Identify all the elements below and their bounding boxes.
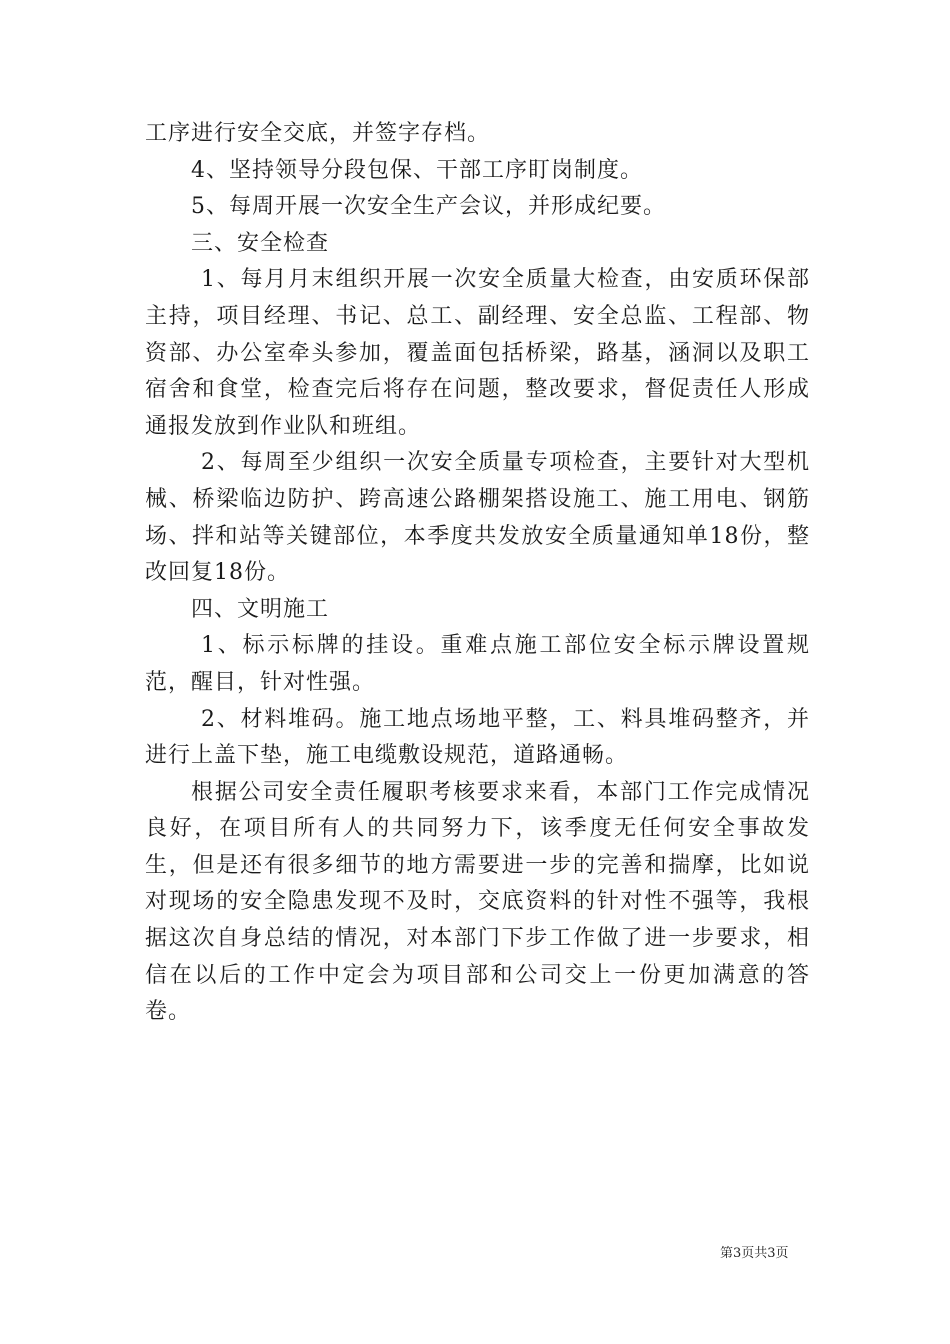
page-number: 第3页共3页 (720, 1246, 789, 1261)
paragraph-inspection-1: 1、每月月末组织开展一次安全质量大检查，由安质环保部主持，项目经理、书记、总工、副经理、安全总监、工程部、物资部、办公室牵头参加，覆盖面包括桥梁，路基，涵洞以及职工宿舍和食堂，检查完后将存在问题，整改要求，督促责任人形成通报发放到作业队和班组。 (145, 267, 810, 439)
paragraph-inspection-2: 2、每周至少组织一次安全质量专项检查，主要针对大型机械、桥梁临边防护、跨高速公路棚架搭设施工、施工用电、钢筋场、拌和站等关键部位，本季度共发放安全质量通知单18份，整改回复18份。 (145, 450, 810, 586)
paragraph-construction-2: 2、材料堆码。施工地点场地平整，工、料具堆码整齐，并进行上盖下垫，施工电缆敷设规范，道路通畅。 (145, 706, 810, 769)
paragraph-item-5: 5、每周开展一次安全生产会议，并形成纪要。 (191, 194, 666, 220)
section-heading-civilized-construction: 四、文明施工 (191, 596, 330, 622)
paragraph-conclusion: 根据公司安全责任履职考核要求来看，本部门工作完成情况良好，在项目所有人的共同努力下，该季度无任何安全事故发生，但是还有很多细节的地方需要进一步的完善和揣摩，比如说对现场的安全隐患发现不及时，交底资料的针对性不强等，我根据这次自身总结的情况，对本部门下步工作做了进一步要求，相信在以后的工作中定会为项目部和公司交上一份更加满意的答卷。 (145, 779, 810, 1025)
document-body (145, 116, 810, 1031)
section-heading-safety-inspection: 三、安全检查 (191, 230, 330, 256)
paragraph-construction-1: 1、标示标牌的挂设。重难点施工部位安全标示牌设置规范，醒目，针对性强。 (145, 633, 810, 695)
paragraph-item-4: 4、坚持领导分段包保、干部工序盯岗制度。 (191, 157, 643, 183)
paragraph-continuation: 工序进行安全交底，并签字存档。 (145, 121, 491, 146)
